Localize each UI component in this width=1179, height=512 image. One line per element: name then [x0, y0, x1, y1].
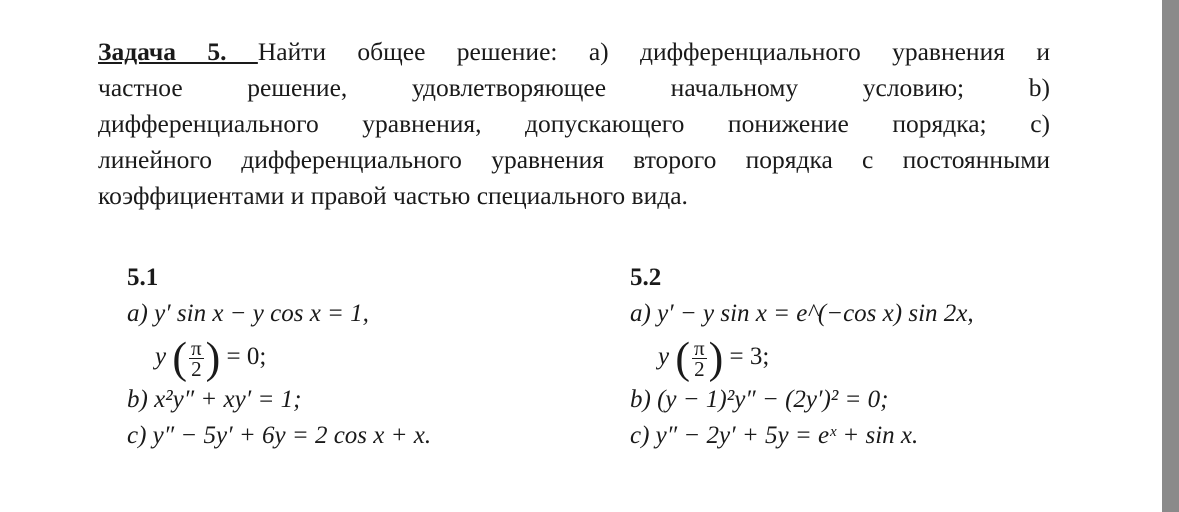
variant-number: 5.1	[127, 264, 159, 291]
variant-number: 5.2	[630, 264, 662, 291]
variant-5-1	[127, 260, 431, 454]
task-line-5: коэффициентами и правой частью специального вида.	[98, 181, 688, 210]
equation-b: b) x²y″ + xy′ = 1;	[127, 386, 302, 413]
initial-condition: y ( $\frac{\pi}{2}$ ) = 3;	[658, 333, 770, 383]
task-line-1: Задача 5. Найти общее решение: а) дифференциального уравнения и	[98, 37, 1050, 66]
equation-b: b) (y − 1)²y″ − (2y′)² = 0;	[630, 386, 889, 413]
task-line-4: линейного дифференциального уравнения второго порядка с постоянными	[98, 145, 1050, 174]
equation-c: c) y″ − 5y′ + 6y = 2 cos x + x.	[127, 422, 432, 449]
initial-condition: y ( $\frac{\pi}{2}$ ) = 0;	[155, 333, 267, 383]
task-statement	[98, 34, 1050, 214]
equation-a: a) y′ − y sin x = e^(−cos x) sin 2x,	[630, 300, 974, 327]
task-heading: Задача 5.	[98, 37, 258, 66]
fraction: $\frac{\pi}{2}$	[191, 335, 202, 381]
scrollbar[interactable]	[1162, 0, 1179, 512]
variant-5-2	[630, 260, 974, 454]
fraction: $\frac{\pi}{2}$	[694, 335, 705, 381]
equation-a: a) y′ sin x − y cos x = 1,	[127, 300, 369, 327]
task-line-2: частное решение, удовлетворяющее начальному условию; b)	[98, 73, 1050, 102]
task-line-3: дифференциального уравнения, допускающего понижение порядка; c)	[98, 109, 1050, 138]
equation-c: c) y″ − 2y′ + 5y = eˣ + sin x.	[630, 422, 919, 449]
